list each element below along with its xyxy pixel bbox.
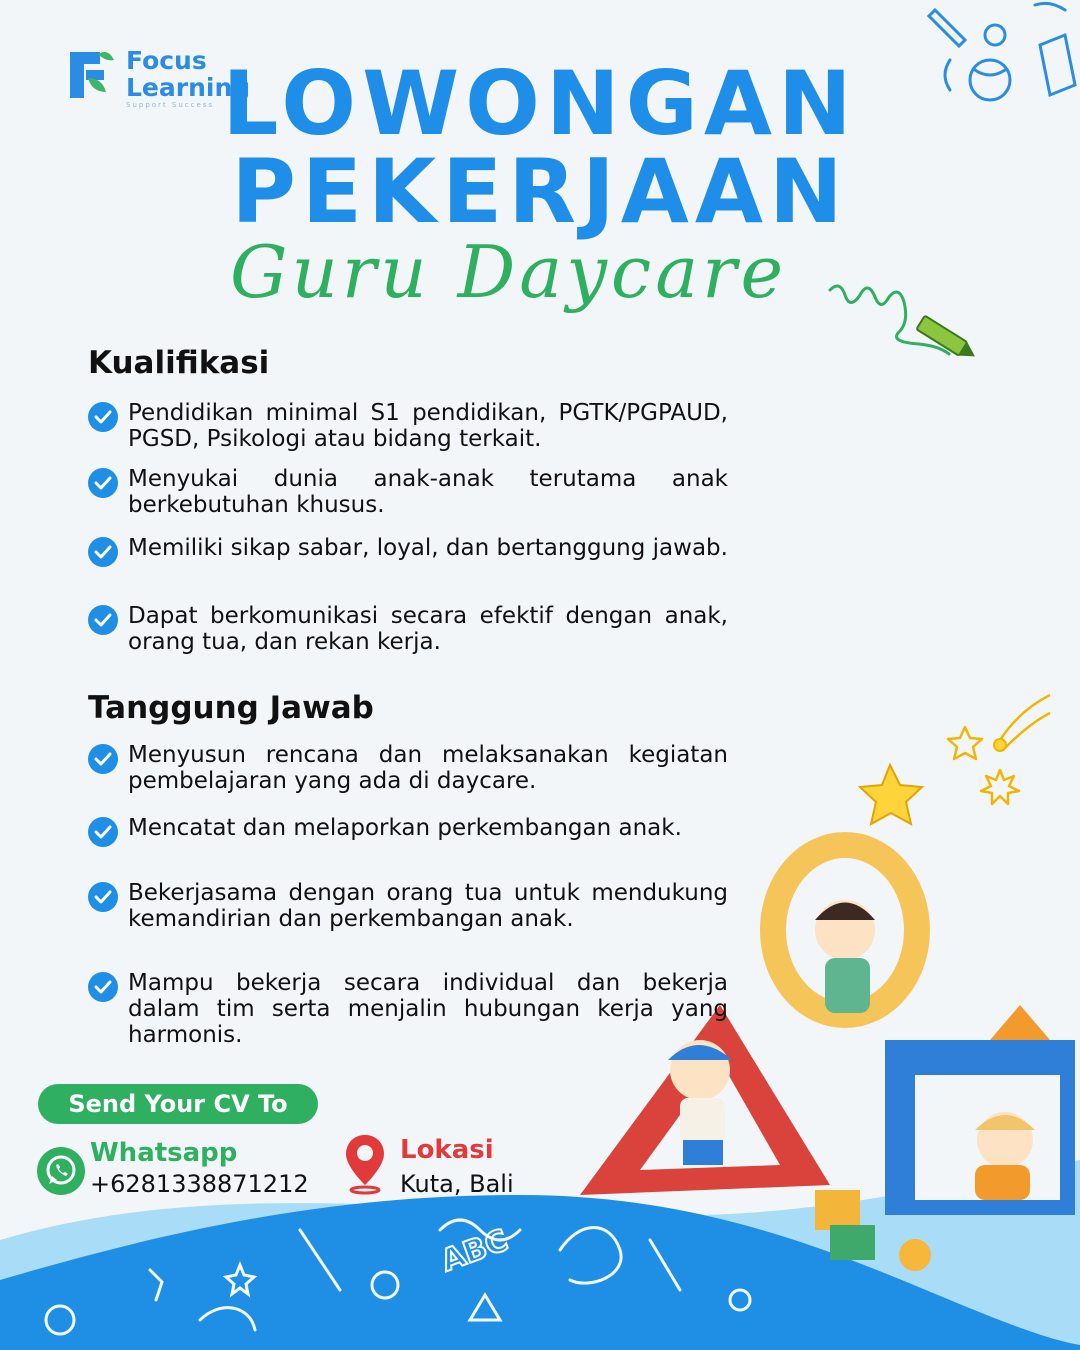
list-item bbox=[88, 880, 728, 932]
responsibility-text: Menyusun rencana dan melaksanakan kegiatan pembelajaran yang ada di daycare. bbox=[128, 742, 728, 794]
check-icon bbox=[88, 605, 118, 635]
check-icon bbox=[88, 882, 118, 912]
responsibility-text: Bekerjasama dengan orang tua untuk mendukung kemandirian dan perkembangan anak. bbox=[128, 880, 728, 932]
qualification-text: Dapat berkomunikasi secara efektif dengan anak, orang tua, dan rekan kerja. bbox=[128, 603, 728, 655]
lokasi-value: Kuta, Bali bbox=[400, 1170, 514, 1198]
subtitle: Guru Daycare bbox=[230, 230, 788, 314]
list-item bbox=[88, 400, 728, 452]
qualification-text: Pendidikan minimal S1 pendidikan, PGTK/PGPAUD, PGSD, Psikologi atau bidang terkait. bbox=[128, 400, 728, 452]
title-line1: LOWONGAN bbox=[222, 52, 858, 155]
responsibility-text: Mencatat dan melaporkan perkembangan anak. bbox=[128, 815, 682, 841]
list-item bbox=[88, 970, 728, 1048]
list-item bbox=[88, 815, 728, 847]
tanggung-jawab-heading: Tanggung Jawab bbox=[88, 690, 374, 726]
whatsapp-icon bbox=[36, 1146, 86, 1196]
check-icon bbox=[88, 744, 118, 774]
kualifikasi-heading: Kualifikasi bbox=[88, 345, 270, 381]
list-item bbox=[88, 603, 728, 655]
title-line2: PEKERJAAN bbox=[231, 140, 849, 243]
send-cv-banner: Send Your CV To bbox=[38, 1084, 318, 1124]
check-icon bbox=[88, 972, 118, 1002]
check-icon bbox=[88, 817, 118, 847]
location-pin-icon bbox=[344, 1133, 386, 1195]
list-item bbox=[88, 466, 728, 518]
brand-name-line1: Focus bbox=[126, 46, 207, 75]
list-item bbox=[88, 535, 728, 567]
whatsapp-label: Whatsapp bbox=[90, 1138, 238, 1168]
whatsapp-number[interactable]: +6281338871212 bbox=[90, 1170, 309, 1198]
check-icon bbox=[88, 537, 118, 567]
check-icon bbox=[88, 468, 118, 498]
list-item bbox=[88, 742, 728, 794]
lokasi-label: Lokasi bbox=[400, 1135, 494, 1165]
responsibility-text: Mampu bekerja secara individual dan bekerja dalam tim serta menjalin hubungan kerja yang harmonis. bbox=[128, 970, 728, 1048]
qualification-text: Menyukai dunia anak-anak terutama anak berkebutuhan khusus. bbox=[128, 466, 728, 518]
qualification-text: Memiliki sikap sabar, loyal, dan bertanggung jawab. bbox=[128, 535, 728, 561]
svg-text:ABC: ABC bbox=[436, 1222, 513, 1280]
check-icon bbox=[88, 402, 118, 432]
brand-name-line2: Learning bbox=[126, 73, 251, 102]
brand-tagline: Support Success bbox=[126, 101, 215, 109]
